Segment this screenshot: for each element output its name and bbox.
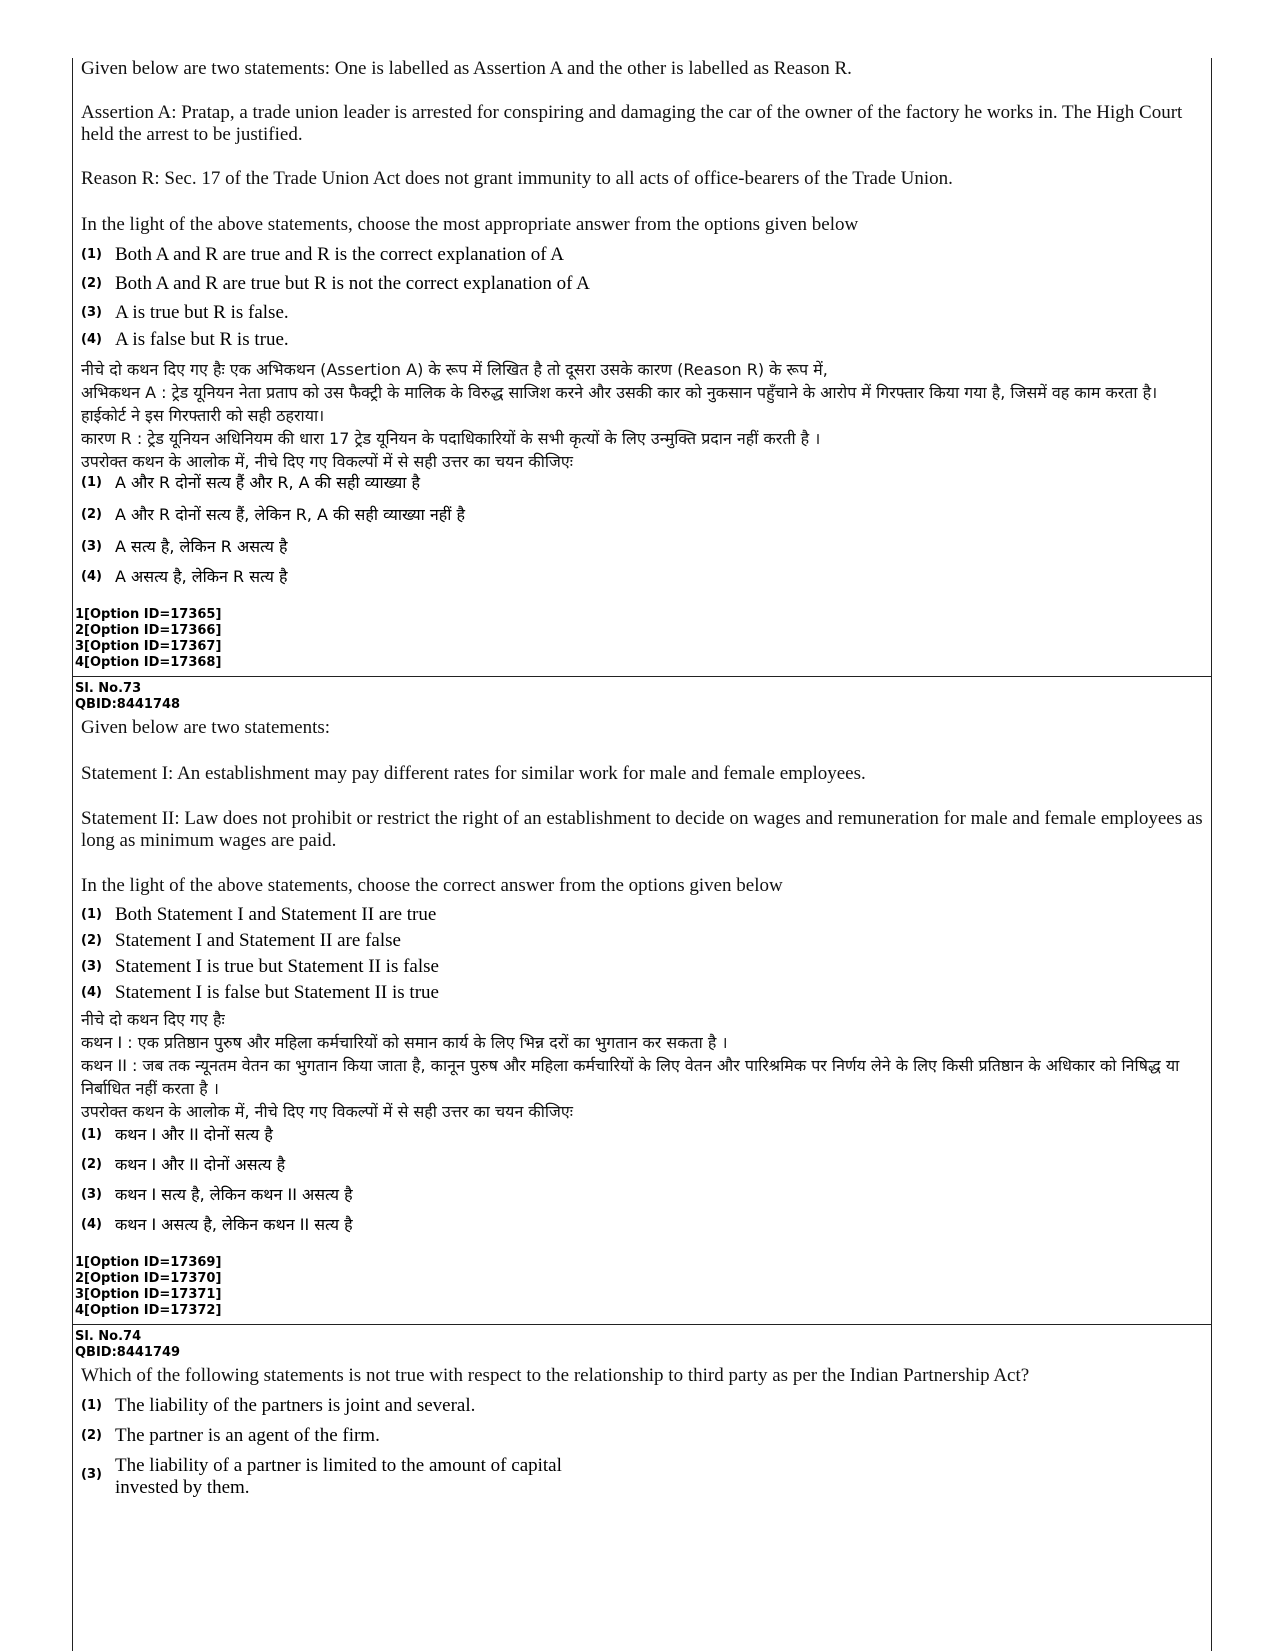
q72-option-4: (4) A is false but R is true. xyxy=(81,329,289,350)
q74-option-3: (3) The liability of a partner is limited to the amount of capital invested by them. xyxy=(81,1455,562,1498)
q73-hindi-option-1: (1) कथन I और II दोनों सत्य है xyxy=(81,1125,273,1144)
q73-option-4: (4) Statement I is false but Statement II is true xyxy=(81,982,439,1003)
q73-header xyxy=(75,681,180,713)
q72-hindi-option-4: (4) A असत्य है, लेकिन R सत्य है xyxy=(81,567,288,586)
divider-72-73 xyxy=(73,676,1211,677)
q72-hindi-block xyxy=(81,358,1203,473)
q74-option-1: (1) The liability of the partners is joint and several. xyxy=(81,1395,476,1416)
q72-hindi-option-1: (1) A और R दोनों सत्य हैं और R, A की सही व्याख्या है xyxy=(81,473,421,492)
q72-hindi-assertion: अभिकथन A : ट्रेड यूनियन नेता प्रताप को उस फैक्ट्री के मालिक के विरुद्ध साजिश करने और उसकी कार को नुकसान पहुँचाने के आरोप में गिरफ्तार किया गया है, जिसमें वह काम करता है। हाईकोर्ट ने इस गिरफ्तारी को सही ठहराया। xyxy=(81,383,1158,425)
q72-assertion: Assertion A: Pratap, a trade union leader is arrested for conspiring and damaging the car of the owner of the factory he works in. The High Court held the arrest to be justified. xyxy=(81,102,1183,145)
q72-option-2: (2) Both A and R are true but R is not the correct explanation of A xyxy=(81,273,590,294)
q73-sl-no: Sl. No.73 xyxy=(75,681,142,696)
divider-73-74 xyxy=(73,1324,1211,1325)
q73-statement-2: Statement II: Law does not prohibit or restrict the right of an establishment to decide on wages and remuneration for male and female employees as long as minimum wages are paid. xyxy=(81,808,1203,851)
q72-reason: Reason R: Sec. 17 of the Trade Union Act does not grant immunity to all acts of office-bearers of the Trade Union. xyxy=(81,168,953,189)
q73-hindi-prompt: उपरोक्त कथन के आलोक में, नीचे दिए गए विकल्पों में से सही उत्तर का चयन कीजिएः xyxy=(81,1102,573,1121)
q73-hindi-option-2: (2) कथन I और II दोनों असत्य है xyxy=(81,1155,286,1174)
q72-option-1: (1) Both A and R are true and R is the correct explanation of A xyxy=(81,244,565,265)
q74-sl-no: Sl. No.74 xyxy=(75,1329,142,1344)
q74-qbid: QBID:8441749 xyxy=(75,1345,181,1360)
q72-hindi-prompt: उपरोक्त कथन के आलोक में, नीचे दिए गए विकल्पों में से सही उत्तर का चयन कीजिएः xyxy=(81,452,573,471)
q73-prompt: In the light of the above statements, choose the correct answer from the options given below xyxy=(81,875,783,896)
q73-hindi-statement-1: कथन I : एक प्रतिष्ठान पुरुष और महिला कर्मचारियों को समान कार्य के लिए भिन्न दरों का भुगतान कर सकता है । xyxy=(81,1033,728,1052)
question-paper-frame xyxy=(72,58,1212,1651)
q73-option-ids: 1[Option ID=17369] 2[Option ID=17370] 3[Option ID=17371] 4[Option ID=17372] xyxy=(75,1255,222,1318)
q72-intro: Given below are two statements: One is labelled as Assertion A and the other is labelled as Reason R. xyxy=(81,58,852,79)
q72-option-3: (3) A is true but R is false. xyxy=(81,302,289,323)
q74-option-2: (2) The partner is an agent of the firm. xyxy=(81,1425,380,1446)
q73-hindi-option-4: (4) कथन I असत्य है, लेकिन कथन II सत्य है xyxy=(81,1215,353,1234)
q73-statement-1: Statement I: An establishment may pay different rates for similar work for male and female employees. xyxy=(81,763,866,784)
q73-hindi-option-3: (3) कथन I सत्य है, लेकिन कथन II असत्य है xyxy=(81,1185,353,1204)
q72-prompt: In the light of the above statements, choose the most appropriate answer from the options given below xyxy=(81,214,859,235)
q72-hindi-reason: कारण R : ट्रेड यूनियन अधिनियम की धारा 17 ट्रेड यूनियन के पदाधिकारियों के सभी कृत्यों के लिए उन्मुक्ति प्रदान नहीं करती है । xyxy=(81,429,821,448)
q72-hindi-option-3: (3) A सत्य है, लेकिन R असत्य है xyxy=(81,537,288,556)
q73-intro: Given below are two statements: xyxy=(81,717,331,738)
q73-hindi-intro: नीचे दो कथन दिए गए हैः xyxy=(81,1010,225,1029)
q73-hindi-statement-2: कथन II : जब तक न्यूनतम वेतन का भुगतान किया जाता है, कानून पुरुष और महिला कर्मचारियों के लिए वेतन और पारिश्रमिक पर निर्णय लेने के लिए किसी प्रतिष्ठान के अधिकार को निषिद्ध या निर्बाधित नहीं करता है । xyxy=(81,1056,1180,1098)
q73-option-1: (1) Both Statement I and Statement II are true xyxy=(81,904,437,925)
q73-option-3: (3) Statement I is true but Statement II is false xyxy=(81,956,439,977)
q72-hindi-intro: नीचे दो कथन दिए गए हैः एक अभिकथन (Assertion A) के रूप में लिखित है तो दूसरा उसके कारण (Reason R) के रूप में, xyxy=(81,360,828,379)
q74-header xyxy=(75,1329,180,1361)
q74-question: Which of the following statements is not true with respect to the relationship to third party as per the Indian Partnership Act? xyxy=(81,1365,1030,1386)
q72-option-ids: 1[Option ID=17365] 2[Option ID=17366] 3[Option ID=17367] 4[Option ID=17368] xyxy=(75,607,222,670)
q73-hindi-block xyxy=(81,1008,1203,1123)
q73-option-2: (2) Statement I and Statement II are false xyxy=(81,930,401,951)
q73-qbid: QBID:8441748 xyxy=(75,697,181,712)
q72-hindi-option-2: (2) A और R दोनों सत्य हैं, लेकिन R, A की सही व्याख्या नहीं है xyxy=(81,505,465,524)
